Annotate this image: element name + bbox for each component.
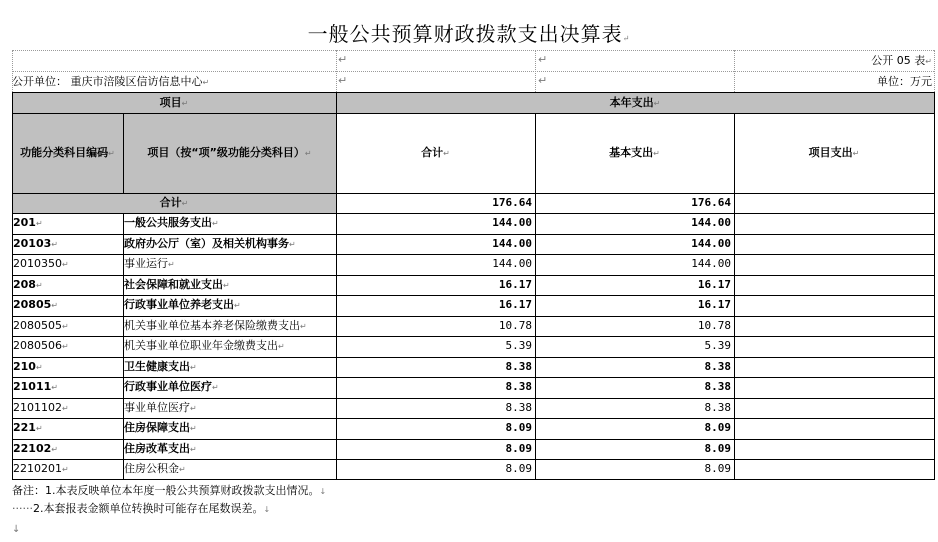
row-name [124, 336, 335, 358]
row-name-text: 事业单位医疗 [124, 400, 190, 414]
row-total-text: 8.38 [505, 400, 532, 414]
paragraph-mark-icon: ↵ [653, 99, 661, 108]
paragraph-mark-icon: ↵ [181, 99, 189, 108]
row-code [13, 316, 121, 338]
row-basic [537, 336, 731, 357]
row-code [13, 377, 121, 399]
row-basic [537, 377, 731, 398]
row-basic [537, 213, 731, 234]
row-total [338, 336, 532, 357]
header-code-text: 功能分类科目编码 [20, 146, 109, 159]
row-total-text: 5.39 [505, 339, 532, 352]
money-unit-text: 单位：万元 [877, 75, 932, 88]
row-name [124, 459, 335, 481]
row-code [13, 213, 121, 235]
row-basic-text: 8.38 [704, 400, 731, 414]
row-code [13, 275, 121, 297]
row-code [13, 439, 121, 461]
row-basic-text: 10.78 [697, 318, 731, 332]
cell-mark-icon: ↵ [338, 53, 348, 66]
row-total-text: 16.17 [498, 298, 532, 311]
grid-line [12, 113, 336, 114]
report-title [0, 18, 938, 47]
row-total-text: 8.09 [505, 421, 532, 434]
guide-line [734, 50, 735, 92]
row-code-text: 2080505 [13, 318, 62, 332]
header-project-text: 项目支出 [808, 146, 853, 159]
row-total-text: 16.17 [498, 277, 532, 291]
row-name-text: 住房公积金 [124, 462, 179, 475]
paragraph-mark-icon: ↵ [108, 149, 115, 158]
paragraph-mark-icon: ↵ [190, 403, 197, 413]
row-basic-text: 8.09 [704, 421, 731, 434]
row-total-text: 8.38 [505, 359, 532, 373]
row-name [124, 213, 335, 235]
row-name [124, 234, 335, 256]
paragraph-mark-icon: ↵ [278, 342, 285, 351]
row-code-text: 208 [13, 277, 36, 291]
header-project [734, 143, 934, 164]
row-basic [537, 254, 731, 275]
grid-line [12, 479, 935, 480]
total-row-label [12, 193, 336, 214]
row-total-text: 8.09 [505, 462, 532, 475]
row-name [124, 418, 335, 440]
row-code-text: 2101102 [13, 400, 62, 414]
paragraph-mark-icon: ↵ [51, 383, 58, 392]
total-row-label-text: 合计 [159, 196, 182, 209]
paragraph-mark-icon: ↵ [168, 260, 175, 269]
paragraph-mark-icon: ↓ [12, 524, 21, 535]
row-total-text: 144.00 [492, 236, 532, 250]
row-total [338, 459, 532, 480]
grid-line [934, 92, 935, 479]
row-code-text: 210 [13, 359, 36, 373]
row-total-text: 8.38 [505, 380, 532, 393]
row-code [13, 459, 121, 481]
unit-name-value: 重庆市涪陵区信访信息中心 [70, 75, 203, 88]
paragraph-mark-icon: ↵ [35, 362, 43, 372]
row-basic-text: 5.39 [704, 339, 731, 352]
paragraph-mark-icon: ↵ [304, 149, 312, 158]
guide-line [535, 50, 536, 92]
row-basic-text: 8.38 [704, 380, 731, 393]
row-name-text: 住房保障支出 [124, 421, 190, 434]
row-code-text: 21011 [13, 380, 52, 393]
row-code [13, 234, 121, 256]
row-name [124, 275, 335, 297]
guide-line [336, 50, 337, 92]
paragraph-mark-icon: ↓ [263, 505, 271, 514]
row-basic [537, 357, 731, 378]
paragraph-mark-icon: ↵ [300, 321, 307, 331]
paragraph-mark-icon: ↵ [62, 321, 69, 331]
row-name [124, 357, 335, 379]
row-basic [537, 234, 731, 255]
row-basic [537, 275, 731, 296]
row-basic-text: 144.00 [691, 257, 731, 270]
header-name [123, 143, 336, 164]
row-name-text: 社会保障和就业支出 [124, 277, 223, 291]
row-code-text: 20103 [13, 236, 52, 250]
row-basic-text: 8.09 [704, 462, 731, 475]
paragraph-mark-icon: ↵ [212, 383, 219, 392]
note-2 [12, 499, 270, 520]
row-total-text: 10.78 [498, 318, 532, 332]
paragraph-mark-icon: ↵ [181, 199, 189, 208]
row-name-text: 卫生健康支出 [124, 359, 190, 373]
cell-mark-icon: ↵ [338, 74, 348, 87]
grid-line [12, 213, 935, 214]
total-row-total: 176.64 [492, 196, 532, 209]
row-basic-text: 8.38 [704, 359, 731, 373]
row-basic-text: 16.17 [697, 277, 731, 291]
grid-line [12, 92, 935, 93]
row-basic-text: 16.17 [697, 298, 731, 311]
row-total [338, 275, 532, 296]
note-2-text: 2.本套报表金额单位转换时可能存在尾数误差。 [32, 502, 264, 515]
header-current-year-text: 本年支出 [609, 96, 654, 109]
unit-name-label: 公开单位： [12, 75, 67, 88]
row-name [124, 377, 335, 399]
paragraph-mark-icon: ↵ [35, 219, 43, 228]
paragraph-mark-icon: ↵ [212, 219, 219, 228]
report-title-text: 一般公共预算财政拨款支出决算表 [307, 22, 623, 46]
row-basic [537, 316, 731, 337]
note-leader: ······ [12, 502, 33, 515]
grid-line [123, 113, 124, 193]
row-code [13, 254, 121, 276]
grid-line [12, 193, 935, 194]
row-total-text: 144.00 [492, 216, 532, 229]
row-total [338, 418, 532, 439]
header-total [336, 143, 535, 164]
paragraph-mark-icon: ↵ [443, 149, 450, 158]
paragraph-mark-icon: ↓ [319, 487, 327, 496]
grid-line [734, 113, 735, 479]
row-name [124, 295, 335, 317]
row-name-text: 住房改革支出 [124, 441, 190, 455]
paragraph-mark-icon: ↵ [622, 34, 631, 43]
note-1-text: 备注：1.本表反映单位本年度一般公共预算财政拨款支出情况。 [12, 484, 320, 497]
row-code-text: 20805 [13, 298, 52, 311]
row-basic [537, 295, 731, 316]
row-name [124, 439, 335, 461]
cell-mark-icon: ↵ [538, 53, 548, 66]
row-name-text: 事业运行 [124, 257, 168, 270]
row-name [124, 316, 335, 338]
paragraph-mark-icon: ↵ [62, 403, 69, 413]
paragraph-mark-icon: ↵ [202, 78, 210, 87]
row-total-text: 8.09 [505, 441, 532, 455]
row-code-text: 2210201 [13, 462, 62, 475]
row-code [13, 398, 121, 420]
form-number [740, 51, 932, 72]
row-name-text: 一般公共服务支出 [124, 216, 212, 229]
total-row-basic: 176.64 [691, 196, 731, 209]
row-total-text: 144.00 [492, 257, 532, 270]
row-code-text: 2080506 [13, 339, 62, 352]
grid-line [123, 213, 124, 479]
paragraph-mark-icon: ↵ [35, 424, 43, 433]
row-name-text: 机关事业单位基本养老保险缴费支出 [124, 318, 300, 332]
paragraph-mark-icon: ↵ [223, 280, 230, 290]
row-total [338, 213, 532, 234]
row-name [124, 254, 335, 276]
header-total-text: 合计 [421, 146, 444, 159]
paragraph-mark-icon: ↵ [179, 465, 186, 474]
paragraph-mark-icon: ↵ [234, 301, 241, 310]
paragraph-mark-icon: ↵ [190, 424, 197, 433]
row-code [13, 418, 121, 440]
header-name-text: 项目（按“项”级功能分类科目） [147, 146, 305, 159]
paragraph-mark-icon: ↵ [289, 239, 296, 249]
header-item-text: 项目 [159, 96, 182, 109]
row-code-text: 221 [13, 421, 36, 434]
header-code [12, 143, 123, 164]
paragraph-mark-icon: ↵ [51, 301, 58, 310]
row-code [13, 357, 121, 379]
paragraph-mark-icon: ↵ [190, 362, 197, 372]
guide-line [934, 50, 935, 92]
row-basic [537, 439, 731, 460]
row-name-text: 行政事业单位养老支出 [124, 298, 234, 311]
row-basic [537, 418, 731, 439]
row-total [338, 254, 532, 275]
header-basic-text: 基本支出 [609, 146, 654, 159]
grid-line [535, 113, 536, 479]
row-total [338, 234, 532, 255]
row-total [338, 316, 532, 337]
row-code-text: 2010350 [13, 257, 62, 270]
row-basic [537, 398, 731, 419]
row-code-text: 22102 [13, 441, 52, 455]
row-total [338, 439, 532, 460]
grid-line [12, 92, 13, 479]
paragraph-mark-icon: ↵ [925, 57, 932, 66]
paragraph-mark-icon: ↵ [51, 239, 58, 249]
row-name [124, 398, 335, 420]
grid-line [336, 113, 935, 114]
cell-mark-icon: ↵ [538, 74, 548, 87]
header-item [12, 92, 336, 114]
row-code [13, 295, 121, 317]
row-basic-text: 144.00 [691, 216, 731, 229]
paragraph-mark-icon: ↵ [62, 342, 69, 351]
money-unit [740, 72, 932, 92]
paragraph-mark-icon: ↵ [653, 149, 660, 158]
paragraph-mark-icon: ↵ [62, 465, 69, 474]
row-code [13, 336, 121, 358]
unit-name-line [12, 72, 209, 93]
row-basic [537, 459, 731, 480]
row-basic-text: 8.09 [704, 441, 731, 455]
paragraph-mark-icon: ↵ [35, 280, 43, 290]
paragraph-mark-icon: ↵ [51, 444, 58, 454]
grid-line [336, 92, 337, 479]
header-current-year [336, 92, 934, 114]
row-code-text: 201 [13, 216, 36, 229]
row-total [338, 377, 532, 398]
row-name-text: 机关事业单位职业年金缴费支出 [124, 339, 278, 352]
row-total [338, 295, 532, 316]
row-basic-text: 144.00 [691, 236, 731, 250]
row-total [338, 398, 532, 419]
header-basic [535, 143, 734, 164]
paragraph-mark-icon: ↵ [852, 149, 860, 158]
row-name-text: 行政事业单位医疗 [124, 380, 212, 393]
paragraph-mark-icon: ↵ [62, 260, 69, 269]
row-name-text: 政府办公厅（室）及相关机构事务 [124, 236, 289, 250]
paragraph-mark-icon: ↵ [190, 444, 197, 454]
form-number-text: 公开 05 表 [871, 54, 926, 67]
row-total [338, 357, 532, 378]
